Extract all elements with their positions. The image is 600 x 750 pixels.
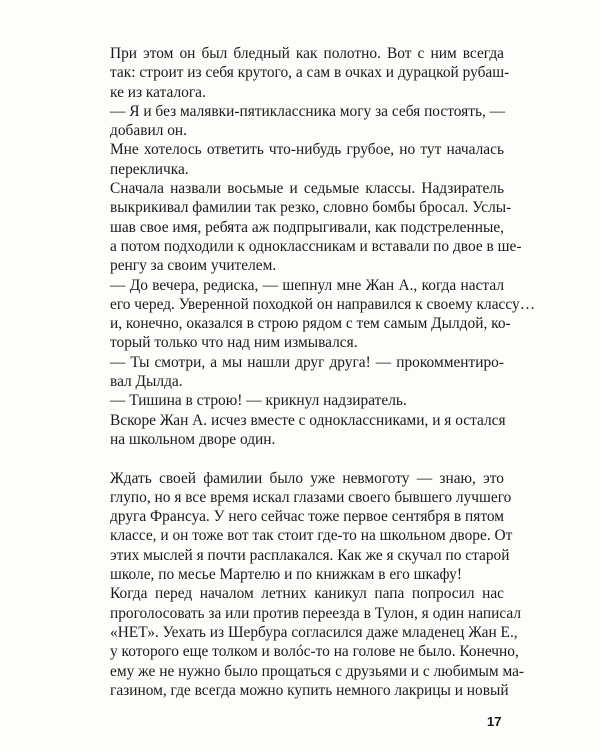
text-line: Когда перед началом летних каникул папа попросил нас [110,585,504,603]
text-line: глупо, но я все время искал глазами своего бывшего лучшего [110,488,512,506]
text-line: на школьном дворе один. [110,430,276,448]
text-line: — До вечера, редиска, — шепнул мне Жан А., когда настал [110,276,504,294]
text-line: ему же не нужно было прощаться с друзьями и с любимым ма- [110,662,525,680]
text-line: Ждать своей фамилии было уже невмоготу — знаю, это [110,469,504,487]
text-line: газином, где всегда можно купить немного лакрицы и новый [110,681,509,699]
text-line: и, конечно, оказался в строю рядом с тем самым Дылдой, ко- [110,315,511,333]
text-line: «НЕТ». Уехать из Шербура согласился даже младенец Жан Е., [110,623,518,641]
text-line: — Я и без малявки-пятиклассника могу за себя постоять, — [110,102,506,120]
text-line: проголосовать за или против переезда в Тулон, я один написал [110,604,522,622]
text-line: классе, и он тоже вот так стоит где-то на школьном дворе. От [110,527,513,545]
page-number: 17 [487,714,502,729]
text-line: вал Дылда. [110,373,183,391]
paragraph [94,44,510,102]
paragraph [94,353,504,392]
text-line: торый только что над ним измывался. [110,334,358,352]
text-line: — Ты смотри, а мы нашли друг друга! — прокомментиро- [110,353,504,371]
paragraph [94,140,504,179]
text-block-second [94,469,525,701]
paragraph [94,179,522,275]
section-break [94,449,504,468]
body-text [94,44,536,700]
text-block-first [94,44,536,449]
paragraph [94,102,504,141]
text-line: этих мыслей я почти расплакался. Как же я скучал по старой [110,546,510,564]
paragraph [94,411,504,450]
text-line: ренгу за своим учителем. [110,257,277,275]
text-line: Мне хотелось ответить что-нибудь грубое, но тут началась [110,141,504,159]
text-line: добавил он. [110,122,187,140]
text-line: у которого еще толком и волóс-то на голове не было. Конечно, [110,643,519,661]
text-line: перекличка. [110,160,189,178]
paragraph [94,276,536,353]
text-line: ке из каталога. [110,83,206,101]
text-line: школе, по месье Мартелю и по книжкам в его шкафу! [110,566,462,584]
text-line: друга Франсуа. У него сейчас тоже первое сентября в пятом [110,508,504,526]
text-line: так: строит из себя крутого, а сам в очках и дурацкой рубаш- [110,64,510,82]
paragraph [94,469,513,585]
text-line: При этом он был бледный как полотно. Вот с ним всегда [110,45,504,62]
text-line: Вскоре Жан А. исчез вместе с одноклассниками, и я остался [110,411,506,429]
paragraph [94,391,504,410]
text-line: выкрикивал фамилии так резко, словно бомбы бросал. Услы- [110,199,512,217]
text-line: шав свое имя, ребята аж подпрыгивали, как подстреленные, [110,218,504,236]
text-line: а потом подходили к одноклассникам и вставали по двое в ше- [110,237,522,255]
text-line: Сначала назвали восьмые и седьмые классы. Надзиратель [110,180,504,198]
text-line: его черед. Уверенной походкой он направился к своему классу… [110,295,536,313]
paragraph [94,584,525,700]
text-line: — Тишина в строю! — крикнул надзиратель. [110,392,407,410]
